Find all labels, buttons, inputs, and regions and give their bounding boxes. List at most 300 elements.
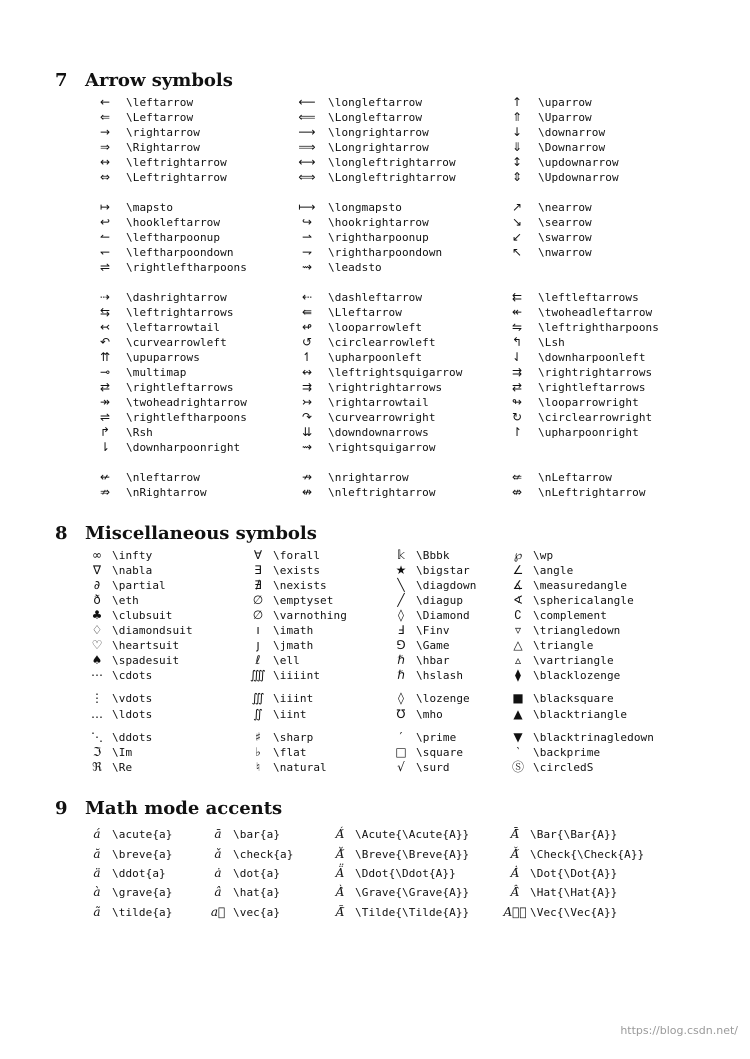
latex-command: \rightarrowtail — [328, 396, 429, 409]
symbol-glyph: ↰ — [511, 335, 523, 349]
latex-command: \infty — [112, 549, 153, 562]
symbol-glyph: ∁ — [514, 608, 522, 622]
symbol-glyph: ▼ — [513, 730, 523, 744]
latex-command: \jmath — [273, 639, 314, 652]
latex-command: \downarrow — [538, 126, 606, 139]
symbol-glyph: … — [91, 707, 103, 721]
latex-command: \looparrowright — [538, 396, 639, 409]
section-title — [55, 798, 282, 819]
latex-command: \hat{a} — [233, 886, 281, 899]
symbol-glyph: ⇇ — [511, 290, 523, 304]
symbol-glyph: ↓ — [511, 125, 523, 139]
latex-command: \rightarrow — [126, 126, 200, 139]
symbol-glyph: ⇢ — [99, 290, 111, 304]
symbol-glyph: ↿ — [301, 350, 313, 364]
symbol-glyph: ⇌ — [99, 260, 111, 274]
symbol-glyph: ⇝ — [301, 440, 313, 454]
latex-command: \rightharpoonup — [328, 231, 429, 244]
latex-command: \wp — [533, 549, 554, 562]
latex-command: \circlearrowleft — [328, 336, 436, 349]
symbol-glyph: ⇎ — [511, 485, 523, 499]
latex-command: \varnothing — [273, 609, 347, 622]
symbol-glyph: ╱ — [397, 593, 405, 607]
symbol-glyph: ℜ — [92, 760, 102, 774]
latex-command: \emptyset — [273, 594, 334, 607]
symbol-glyph: ⇏ — [99, 485, 111, 499]
latex-command: \iiint — [273, 692, 314, 705]
latex-command: \angle — [533, 564, 574, 577]
latex-command: \twoheadleftarrow — [538, 306, 653, 319]
symbol-glyph: ⟺ — [298, 170, 316, 184]
latex-command: \upharpoonright — [538, 426, 639, 439]
latex-command: \diagup — [416, 594, 464, 607]
latex-command: \longmapsto — [328, 201, 402, 214]
symbol-glyph: ⇄ — [99, 380, 111, 394]
latex-command: \downharpoonright — [126, 441, 241, 454]
symbol-glyph: ★ — [395, 563, 407, 577]
symbol-glyph: ∠ — [512, 563, 524, 577]
symbol-glyph: ╲ — [397, 578, 405, 592]
latex-command: \blacklozenge — [533, 669, 621, 682]
symbol-glyph: √ — [397, 760, 405, 774]
section-number: 8 — [55, 523, 68, 544]
section-title — [55, 70, 233, 91]
latex-command: \ddots — [112, 731, 153, 744]
symbol-glyph: ↶ — [99, 335, 111, 349]
symbol-glyph: ↱ — [99, 425, 111, 439]
latex-command: \updownarrow — [538, 156, 619, 169]
latex-command: \Leftrightarrow — [126, 171, 227, 184]
latex-command: \rightrightarrows — [538, 366, 653, 379]
symbol-glyph: ♮ — [255, 760, 261, 774]
latex-command: \downdownarrows — [328, 426, 429, 439]
latex-command: \Leftarrow — [126, 111, 194, 124]
symbol-glyph: Ã̃ — [335, 905, 345, 919]
symbol-glyph: ⟼ — [298, 200, 316, 214]
latex-command: \leftarrowtail — [126, 321, 221, 334]
symbol-glyph: Ā̄ — [510, 827, 520, 841]
latex-command: \Rsh — [126, 426, 153, 439]
symbol-glyph: ∄ — [254, 578, 262, 592]
symbol-glyph: ↭ — [301, 365, 313, 379]
latex-command: \nwarrow — [538, 246, 592, 259]
latex-command: \nleftrightarrow — [328, 486, 436, 499]
symbol-glyph: ⇝ — [301, 260, 313, 274]
latex-command: \hslash — [416, 669, 464, 682]
latex-command: \eth — [112, 594, 139, 607]
symbol-glyph: ↔ — [99, 155, 111, 169]
latex-command: \diagdown — [416, 579, 477, 592]
symbol-glyph: ↫ — [301, 320, 313, 334]
symbol-glyph: ă — [93, 847, 101, 861]
latex-command: \Acute{\Acute{A}} — [355, 828, 470, 841]
latex-command: \iint — [273, 708, 307, 721]
latex-command: \tilde{a} — [112, 906, 173, 919]
latex-command: \complement — [533, 609, 607, 622]
latex-command: \twoheadrightarrow — [126, 396, 248, 409]
symbol-glyph: ⇄ — [511, 380, 523, 394]
latex-command: \Longrightarrow — [328, 141, 429, 154]
latex-command: \Breve{\Breve{A}} — [355, 848, 470, 861]
latex-command: \Updownarrow — [538, 171, 619, 184]
latex-command: \Im — [112, 746, 133, 759]
symbol-glyph: △ — [513, 638, 523, 652]
latex-command: \vec{a} — [233, 906, 281, 919]
latex-command: \triangle — [533, 639, 594, 652]
latex-command: \hookleftarrow — [126, 216, 221, 229]
latex-command: \circlearrowright — [538, 411, 653, 424]
latex-command: \sharp — [273, 731, 314, 744]
symbol-glyph: ⟸ — [298, 110, 316, 124]
latex-command: \exists — [273, 564, 321, 577]
symbol-glyph: ⟷ — [298, 155, 316, 169]
symbol-glyph: ↠ — [99, 395, 111, 409]
symbol-glyph: ℏ — [397, 653, 405, 667]
latex-command: \leftrightharpoons — [538, 321, 660, 334]
latex-command: \acute{a} — [112, 828, 173, 841]
latex-command: \curvearrowleft — [126, 336, 227, 349]
symbol-glyph: ′ — [399, 730, 403, 744]
symbol-glyph: ◊ — [398, 691, 404, 705]
latex-command: \ell — [273, 654, 300, 667]
watermark: https://blog.csdn.net/ — [620, 1024, 738, 1037]
section-heading: Math mode accents — [85, 798, 283, 819]
latex-command: \heartsuit — [112, 639, 180, 652]
symbol-glyph: ⇁ — [301, 245, 313, 259]
symbol-glyph: ⇑ — [511, 110, 523, 124]
symbol-glyph: ⇉ — [301, 380, 313, 394]
latex-command: \Longleftarrow — [328, 111, 423, 124]
symbol-glyph: a⃗ — [210, 905, 226, 919]
latex-command: \rightharpoondown — [328, 246, 443, 259]
symbol-glyph: ∅ — [252, 608, 264, 622]
symbol-glyph: ⇌ — [99, 410, 111, 424]
latex-command: \rightsquigarrow — [328, 441, 436, 454]
symbol-glyph: Â̂ — [510, 885, 520, 899]
symbol-glyph: ↙ — [511, 230, 523, 244]
latex-command: \nrightarrow — [328, 471, 409, 484]
symbol-glyph: ⇀ — [301, 230, 313, 244]
latex-command: \hbar — [416, 654, 450, 667]
symbol-glyph: ä — [93, 866, 101, 880]
latex-command: \Uparrow — [538, 111, 592, 124]
symbol-glyph: ℘ — [513, 548, 523, 562]
latex-command: \lozenge — [416, 692, 470, 705]
latex-command: \leftrightsquigarrow — [328, 366, 463, 379]
latex-command: \prime — [416, 731, 457, 744]
symbol-glyph: ℓ — [255, 653, 261, 667]
latex-command: \rightleftarrows — [538, 381, 646, 394]
latex-command: \cdots — [112, 669, 153, 682]
latex-command: \imath — [273, 624, 314, 637]
latex-command: \rightrightarrows — [328, 381, 443, 394]
latex-command: \check{a} — [233, 848, 294, 861]
latex-command: \vdots — [112, 692, 153, 705]
latex-command: \leadsto — [328, 261, 382, 274]
latex-command: \Re — [112, 761, 133, 774]
symbol-glyph: ⇈ — [99, 350, 111, 364]
latex-command: \blacktrinagledown — [533, 731, 655, 744]
latex-command: \sphericalangle — [533, 594, 634, 607]
symbol-glyph: ℑ — [92, 745, 102, 759]
symbol-glyph: ∀ — [253, 548, 263, 562]
symbol-glyph: ↕ — [511, 155, 523, 169]
symbol-glyph: ∇ — [92, 563, 102, 577]
symbol-glyph: ⇐ — [99, 110, 111, 124]
symbol-glyph: Ⅎ — [397, 623, 405, 637]
symbol-glyph: □ — [395, 745, 407, 759]
latex-command: \mapsto — [126, 201, 174, 214]
symbol-glyph: Ă̆ — [335, 847, 345, 861]
symbol-glyph: ♡ — [91, 638, 103, 652]
latex-command: \Rightarrow — [126, 141, 200, 154]
symbol-glyph: ⇂ — [99, 440, 111, 454]
latex-command: \nabla — [112, 564, 153, 577]
symbol-glyph: á — [93, 827, 101, 841]
symbol-glyph: ■ — [512, 691, 524, 705]
symbol-glyph: ð — [93, 593, 101, 607]
latex-command: \upharpoonleft — [328, 351, 423, 364]
symbol-glyph: ♯ — [255, 730, 261, 744]
latex-command: \bigstar — [416, 564, 470, 577]
latex-command: \measuredangle — [533, 579, 628, 592]
symbol-glyph: ⇋ — [511, 320, 523, 334]
latex-command: \Grave{\Grave{A}} — [355, 886, 470, 899]
symbol-glyph: ⇍ — [511, 470, 523, 484]
symbol-glyph: ⇓ — [511, 140, 523, 154]
latex-command: \Finv — [416, 624, 450, 637]
symbol-glyph: ⇉ — [511, 365, 523, 379]
symbol-glyph: ↢ — [99, 320, 111, 334]
latex-command: \searrow — [538, 216, 592, 229]
latex-command: \Hat{\Hat{A}} — [530, 886, 618, 899]
symbol-glyph: ↣ — [301, 395, 313, 409]
symbol-glyph: ℧ — [396, 707, 406, 721]
symbol-glyph: à — [93, 885, 101, 899]
latex-command: \mho — [416, 708, 443, 721]
latex-command: \Longleftrightarrow — [328, 171, 456, 184]
symbol-glyph: ↚ — [99, 470, 111, 484]
symbol-glyph: Ä̈ — [335, 866, 345, 880]
latex-command: \bar{a} — [233, 828, 281, 841]
latex-command: \square — [416, 746, 464, 759]
symbol-glyph: ↾ — [511, 425, 523, 439]
symbol-glyph: ⊸ — [99, 365, 111, 379]
latex-command: \nearrow — [538, 201, 592, 214]
symbol-glyph: ↺ — [301, 335, 313, 349]
latex-command: \natural — [273, 761, 327, 774]
latex-command: \nexists — [273, 579, 327, 592]
symbol-glyph: ā — [214, 827, 222, 841]
latex-command: \triangledown — [533, 624, 621, 637]
symbol-glyph: ↮ — [301, 485, 313, 499]
latex-command: \spadesuit — [112, 654, 180, 667]
latex-command: \leftarrow — [126, 96, 194, 109]
latex-command: \Lleftarrow — [328, 306, 402, 319]
symbol-glyph: ▲ — [513, 707, 523, 721]
latex-command: \curvearrowright — [328, 411, 436, 424]
symbol-glyph: ↛ — [301, 470, 313, 484]
symbol-glyph: ↗ — [511, 200, 523, 214]
symbol-glyph: ã — [93, 905, 101, 919]
symbol-glyph: ♣ — [91, 608, 103, 622]
symbol-glyph: 𝕜 — [397, 548, 405, 562]
latex-command: \partial — [112, 579, 166, 592]
latex-command: \vartriangle — [533, 654, 614, 667]
symbol-glyph: ↞ — [511, 305, 523, 319]
symbol-glyph: Ⓢ — [511, 760, 524, 774]
symbol-glyph: ↻ — [511, 410, 523, 424]
latex-command: \blacksquare — [533, 692, 614, 705]
latex-command: \uparrow — [538, 96, 592, 109]
symbol-glyph: ↘ — [511, 215, 523, 229]
section-number: 9 — [55, 798, 68, 819]
latex-command: \Dot{\Dot{A}} — [530, 867, 618, 880]
latex-command: \ddot{a} — [112, 867, 166, 880]
section-title — [55, 523, 317, 544]
symbol-glyph: ⋮ — [91, 691, 103, 705]
section-heading: Arrow symbols — [85, 70, 233, 91]
latex-command: \Lsh — [538, 336, 565, 349]
symbol-glyph: ⇚ — [301, 305, 313, 319]
symbol-glyph: ⟵ — [298, 95, 316, 109]
symbol-glyph: Ȧ̇ — [510, 866, 520, 880]
symbol-glyph: ∂ — [93, 578, 101, 592]
latex-command: \leftrightarrows — [126, 306, 234, 319]
latex-command: \ldots — [112, 708, 153, 721]
symbol-glyph: ↪ — [301, 215, 313, 229]
symbol-glyph: ▵ — [514, 653, 522, 667]
latex-command: \backprime — [533, 746, 601, 759]
symbol-glyph: ∃ — [254, 563, 262, 577]
latex-command: \clubsuit — [112, 609, 173, 622]
symbol-glyph: ∬ — [253, 707, 263, 721]
latex-command: \upuparrows — [126, 351, 200, 364]
symbol-glyph: ↑ — [511, 95, 523, 109]
latex-command: \dashrightarrow — [126, 291, 227, 304]
latex-command: \dot{a} — [233, 867, 281, 880]
latex-command: \Ddot{\Ddot{A}} — [355, 867, 456, 880]
symbol-glyph: ∞ — [92, 548, 102, 562]
symbol-glyph: ▿ — [514, 623, 522, 637]
section-number: 7 — [55, 70, 68, 91]
symbol-glyph: ∢ — [512, 593, 524, 607]
latex-command: \flat — [273, 746, 307, 759]
latex-command: \longleftarrow — [328, 96, 423, 109]
symbol-glyph: ⇒ — [99, 140, 111, 154]
latex-command: \leftleftarrows — [538, 291, 639, 304]
symbol-glyph: ȧ — [214, 866, 222, 880]
symbol-glyph: ∡ — [512, 578, 524, 592]
symbol-glyph: ⇃ — [511, 350, 523, 364]
symbol-glyph: ← — [99, 95, 111, 109]
symbol-glyph: ‵ — [516, 745, 520, 759]
latex-command: \circledS — [533, 761, 594, 774]
symbol-glyph: ⋯ — [91, 668, 103, 682]
latex-command: \leftharpoondown — [126, 246, 234, 259]
symbol-glyph: Ǎ̌ — [510, 847, 520, 861]
latex-command: \nleftarrow — [126, 471, 200, 484]
symbol-glyph: ⧫ — [515, 668, 521, 682]
latex-command: \multimap — [126, 366, 187, 379]
symbol-glyph: ♠ — [91, 653, 103, 667]
symbol-glyph: ı — [256, 623, 260, 637]
symbol-glyph: ↷ — [301, 410, 313, 424]
latex-command: \dashleftarrow — [328, 291, 423, 304]
latex-command: \iiiint — [273, 669, 321, 682]
symbol-glyph: ⟹ — [298, 140, 316, 154]
latex-command: \rightleftharpoons — [126, 261, 248, 274]
latex-command: \hookrightarrow — [328, 216, 429, 229]
symbol-glyph: ∅ — [252, 593, 264, 607]
latex-command: \Bbbk — [416, 549, 450, 562]
symbol-glyph: ↦ — [99, 200, 111, 214]
symbol-glyph: ⇕ — [511, 170, 523, 184]
symbol-glyph: ⇠ — [301, 290, 313, 304]
latex-command: \Tilde{\Tilde{A}} — [355, 906, 470, 919]
symbol-glyph: ↩ — [99, 215, 111, 229]
latex-command: \leftrightarrow — [126, 156, 227, 169]
symbol-glyph: ♭ — [255, 745, 261, 759]
symbol-glyph: Á́ — [335, 827, 345, 841]
latex-command: \leftharpoonup — [126, 231, 221, 244]
symbol-glyph: ↬ — [511, 395, 523, 409]
symbol-glyph: ℏ — [397, 668, 405, 682]
latex-command: \rightleftharpoons — [126, 411, 248, 424]
symbol-glyph: ♢ — [91, 623, 103, 637]
latex-command: \breve{a} — [112, 848, 173, 861]
symbol-glyph: ⇔ — [99, 170, 111, 184]
latex-command: \Bar{\Bar{A}} — [530, 828, 618, 841]
symbol-glyph: â — [214, 885, 222, 899]
section-heading: Miscellaneous symbols — [85, 523, 317, 544]
latex-command: \surd — [416, 761, 450, 774]
latex-command: \Game — [416, 639, 450, 652]
symbol-glyph: ↖ — [511, 245, 523, 259]
latex-command: \diamondsuit — [112, 624, 193, 637]
latex-command: \Downarrow — [538, 141, 606, 154]
latex-command: \grave{a} — [112, 886, 173, 899]
symbol-glyph: ↽ — [99, 245, 111, 259]
latex-command: \nLeftrightarrow — [538, 486, 646, 499]
symbol-glyph: À̀ — [335, 885, 345, 899]
symbol-glyph: ⅁ — [396, 638, 406, 652]
latex-command: \Check{\Check{A}} — [530, 848, 645, 861]
latex-command: \blacktriangle — [533, 708, 628, 721]
symbol-glyph: ⟶ — [298, 125, 316, 139]
symbol-glyph: ↼ — [99, 230, 111, 244]
symbol-glyph: → — [99, 125, 111, 139]
latex-command: \longrightarrow — [328, 126, 429, 139]
latex-command: \nLeftarrow — [538, 471, 612, 484]
symbol-glyph: ⇆ — [99, 305, 111, 319]
symbol-glyph: ◊ — [398, 608, 404, 622]
latex-command: \longleftrightarrow — [328, 156, 456, 169]
symbol-glyph: ǎ — [214, 847, 222, 861]
symbol-glyph: A⃗⃗ — [503, 905, 527, 919]
symbol-glyph: ⋱ — [91, 730, 103, 744]
latex-command: \nRightarrow — [126, 486, 207, 499]
latex-command: \rightleftarrows — [126, 381, 234, 394]
latex-command: \Vec{\Vec{A}} — [530, 906, 618, 919]
latex-command: \looparrowleft — [328, 321, 423, 334]
latex-command: \Diamond — [416, 609, 470, 622]
symbol-glyph: ∭ — [251, 691, 265, 705]
symbol-glyph: ȷ — [256, 638, 260, 652]
symbol-glyph: ⨌ — [250, 668, 266, 682]
symbol-glyph: ⇊ — [301, 425, 313, 439]
latex-command: \downharpoonleft — [538, 351, 646, 364]
